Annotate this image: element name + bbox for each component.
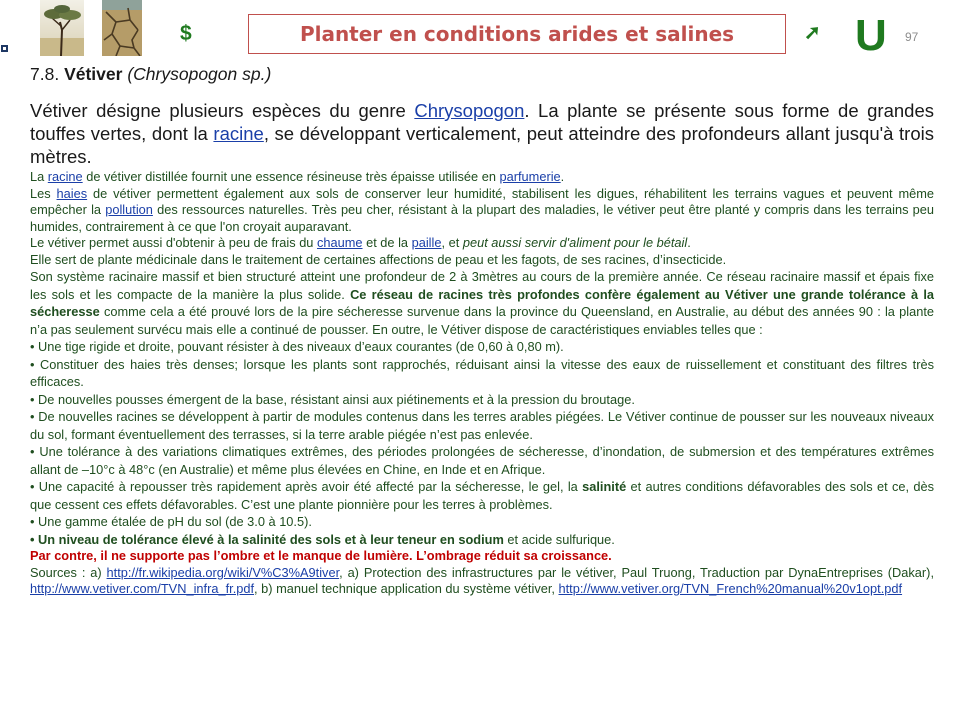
text: et de la [362, 235, 412, 250]
bullet-list [30, 338, 934, 548]
text: Son système racinaire massif et bien structuré atteint une profondeur de 2 à 3mètres au cours de la première année. Ce réseau racinaire massif et épais fixe les sols et les compacte de la manière la plus solide. [30, 269, 934, 302]
list-item [30, 531, 934, 549]
page-number: 97 [905, 30, 919, 44]
text: • Une capacité à repousser très rapidement après avoir été affecté par la sécheresse, le gel, la [30, 479, 583, 494]
list-item: • Constituer des haies très denses; lorsque les plants sont rapprochés, réduisant ainsi la vitesse des eaux de ruissellement et constituant des filtres très efficaces. [30, 356, 934, 389]
lead-text: . La plante se présente sous forme de grandes touffes vertes, dont la [30, 100, 935, 144]
slide-content [30, 64, 934, 598]
warning-text: Par contre, il ne supporte pas l’ombre et le manque de lumière. L’ombrage réduit sa croissance. [30, 548, 612, 563]
link-paille[interactable]: paille [411, 235, 442, 250]
page-title: Planter en conditions arides et salines [299, 22, 735, 46]
sources [30, 565, 934, 598]
paragraph-racine [30, 169, 934, 186]
link-vetiver-manual[interactable]: http://www.vetiver.org/TVN_French%20manual%20v1opt.pdf [558, 581, 903, 596]
text: Le vétiver permet aussi d'obtenir à peu de frais du [30, 235, 317, 250]
resize-handle[interactable] [1, 45, 8, 52]
text-bold: • Un niveau de tolérance élevé à la salinité des sols et à leur teneur en sodium [30, 531, 504, 547]
link-wikipedia[interactable]: http://fr.wikipedia.org/wiki/V%C3%A9tiver [106, 564, 340, 580]
list-item [30, 478, 934, 513]
u-logo[interactable]: U [855, 11, 887, 60]
heading-latin: (Chrysopogon sp.) [127, 64, 272, 84]
text: . [687, 235, 691, 250]
lead-text: , se développant verticalement, peut atteindre des profondeurs allant jusqu'à trois mètres. [30, 123, 934, 167]
text: , a) Protection des infrastructures par le vétiver, Paul Truong, Traduction par DynaEntreprises (Dakar), [339, 564, 934, 580]
text: de vétiver distillée fournit une essence résineuse très épaisse utilisée en [82, 169, 500, 184]
text: et autres conditions défavorables des sols et ce, dès que cessent ces effets défavorables. C’est une plante pionnière pour les terres à problèmes. [30, 479, 934, 512]
text: , et [441, 235, 463, 250]
paragraph-haies [30, 186, 934, 236]
text-bold: salinité [582, 479, 627, 494]
text: La [30, 169, 48, 184]
link-chaume[interactable]: chaume [316, 235, 363, 250]
list-item: • Une tolérance à des variations climatiques extrêmes, des périodes prolongées de sécheresse, d’inondation, de submersion et des températures extrêmes allant de –10°c à 48°c (en Australie) et même plus élevées en Chine, en Inde et en Afrique. [30, 444, 934, 477]
link-parfumerie[interactable]: parfumerie [499, 169, 561, 184]
link-haies[interactable]: haies [56, 185, 88, 201]
cracked-soil-image [102, 0, 142, 56]
list-item: • Une tige rigide et droite, pouvant résister à des niveaux d’eaux courantes (de 0,60 à 0,80 m). [30, 339, 564, 354]
link-chrysopogon[interactable]: Chrysopogon [414, 100, 525, 121]
lead-text: Vétiver désigne plusieurs espèces du genre [30, 100, 415, 121]
text: Les [30, 185, 57, 201]
dollar-icon[interactable]: $ [180, 22, 192, 45]
list-item: • De nouvelles pousses émergent de la base, résistant ainsi aux piétinements et à la pression du broutage. [30, 391, 635, 407]
link-vetiver-infra[interactable]: http://www.vetiver.com/TVN_infra_fr.pdf [30, 581, 255, 596]
link-racine[interactable]: racine [213, 123, 264, 144]
heading-name: Vétiver [64, 64, 123, 84]
arrow-up-right-icon[interactable]: ➚ [804, 22, 821, 44]
text-italic: peut aussi servir d'aliment pour le bétail [462, 235, 688, 250]
paragraph-medicinale: Elle sert de plante médicinale dans le traitement de certaines affections de peau et les fagots, de ses racines, d’insecticide. [30, 251, 727, 267]
arid-tree-image [40, 0, 84, 56]
heading-number: 7.8. [30, 64, 60, 84]
lead-paragraph [30, 99, 934, 168]
paragraph-racinaire [30, 268, 934, 338]
text: et acide sulfurique. [503, 531, 615, 547]
text: Sources : a) [30, 564, 107, 580]
section-heading [30, 64, 934, 85]
text-bold: Ce réseau de racines très profondes confère également au Vétiver une grande tolérance à la sécheresse [30, 286, 934, 319]
title-box [248, 14, 786, 54]
link-racine-2[interactable]: racine [47, 169, 83, 184]
text: , b) manuel technique application du système vétiver, [254, 581, 559, 596]
text: de vétiver permettent également aux sols de conserver leur humidité, stabilisent les digues, réhabilitent les terrains vagues et peuvent même empêcher la [30, 185, 934, 217]
paragraph-chaume [30, 235, 934, 252]
text: . [560, 169, 565, 184]
list-item: • De nouvelles racines se développent à partir de modules contenus dans les terres arables piégées. Le Vétiver continue de pousser sur les nouveaux niveaux du sol, formant éventuellement des terrasses, si la terre arable piégée n’est pas enlevée. [30, 409, 934, 442]
text: comme cela a été prouvé lors de la pire sécheresse survenue dans la province du Queensland, en Australie, au début des années 90 : la plante n’a pas seulement survécu mais elle a continué de pousser. En outre, le Vétiver dispose de caractéristiques enviables telles que : [30, 304, 934, 337]
text: des ressources naturelles. Très peu cher, résistant à la plupart des maladies, le vétiver peut être planté y compris dans les terrains peu humides, contrairement à ce que l'on croyait auparavant. [30, 202, 934, 234]
list-item: • Une gamme étalée de pH du sol (de 3.0 à 10.5). [30, 514, 312, 529]
link-pollution[interactable]: pollution [105, 202, 153, 217]
